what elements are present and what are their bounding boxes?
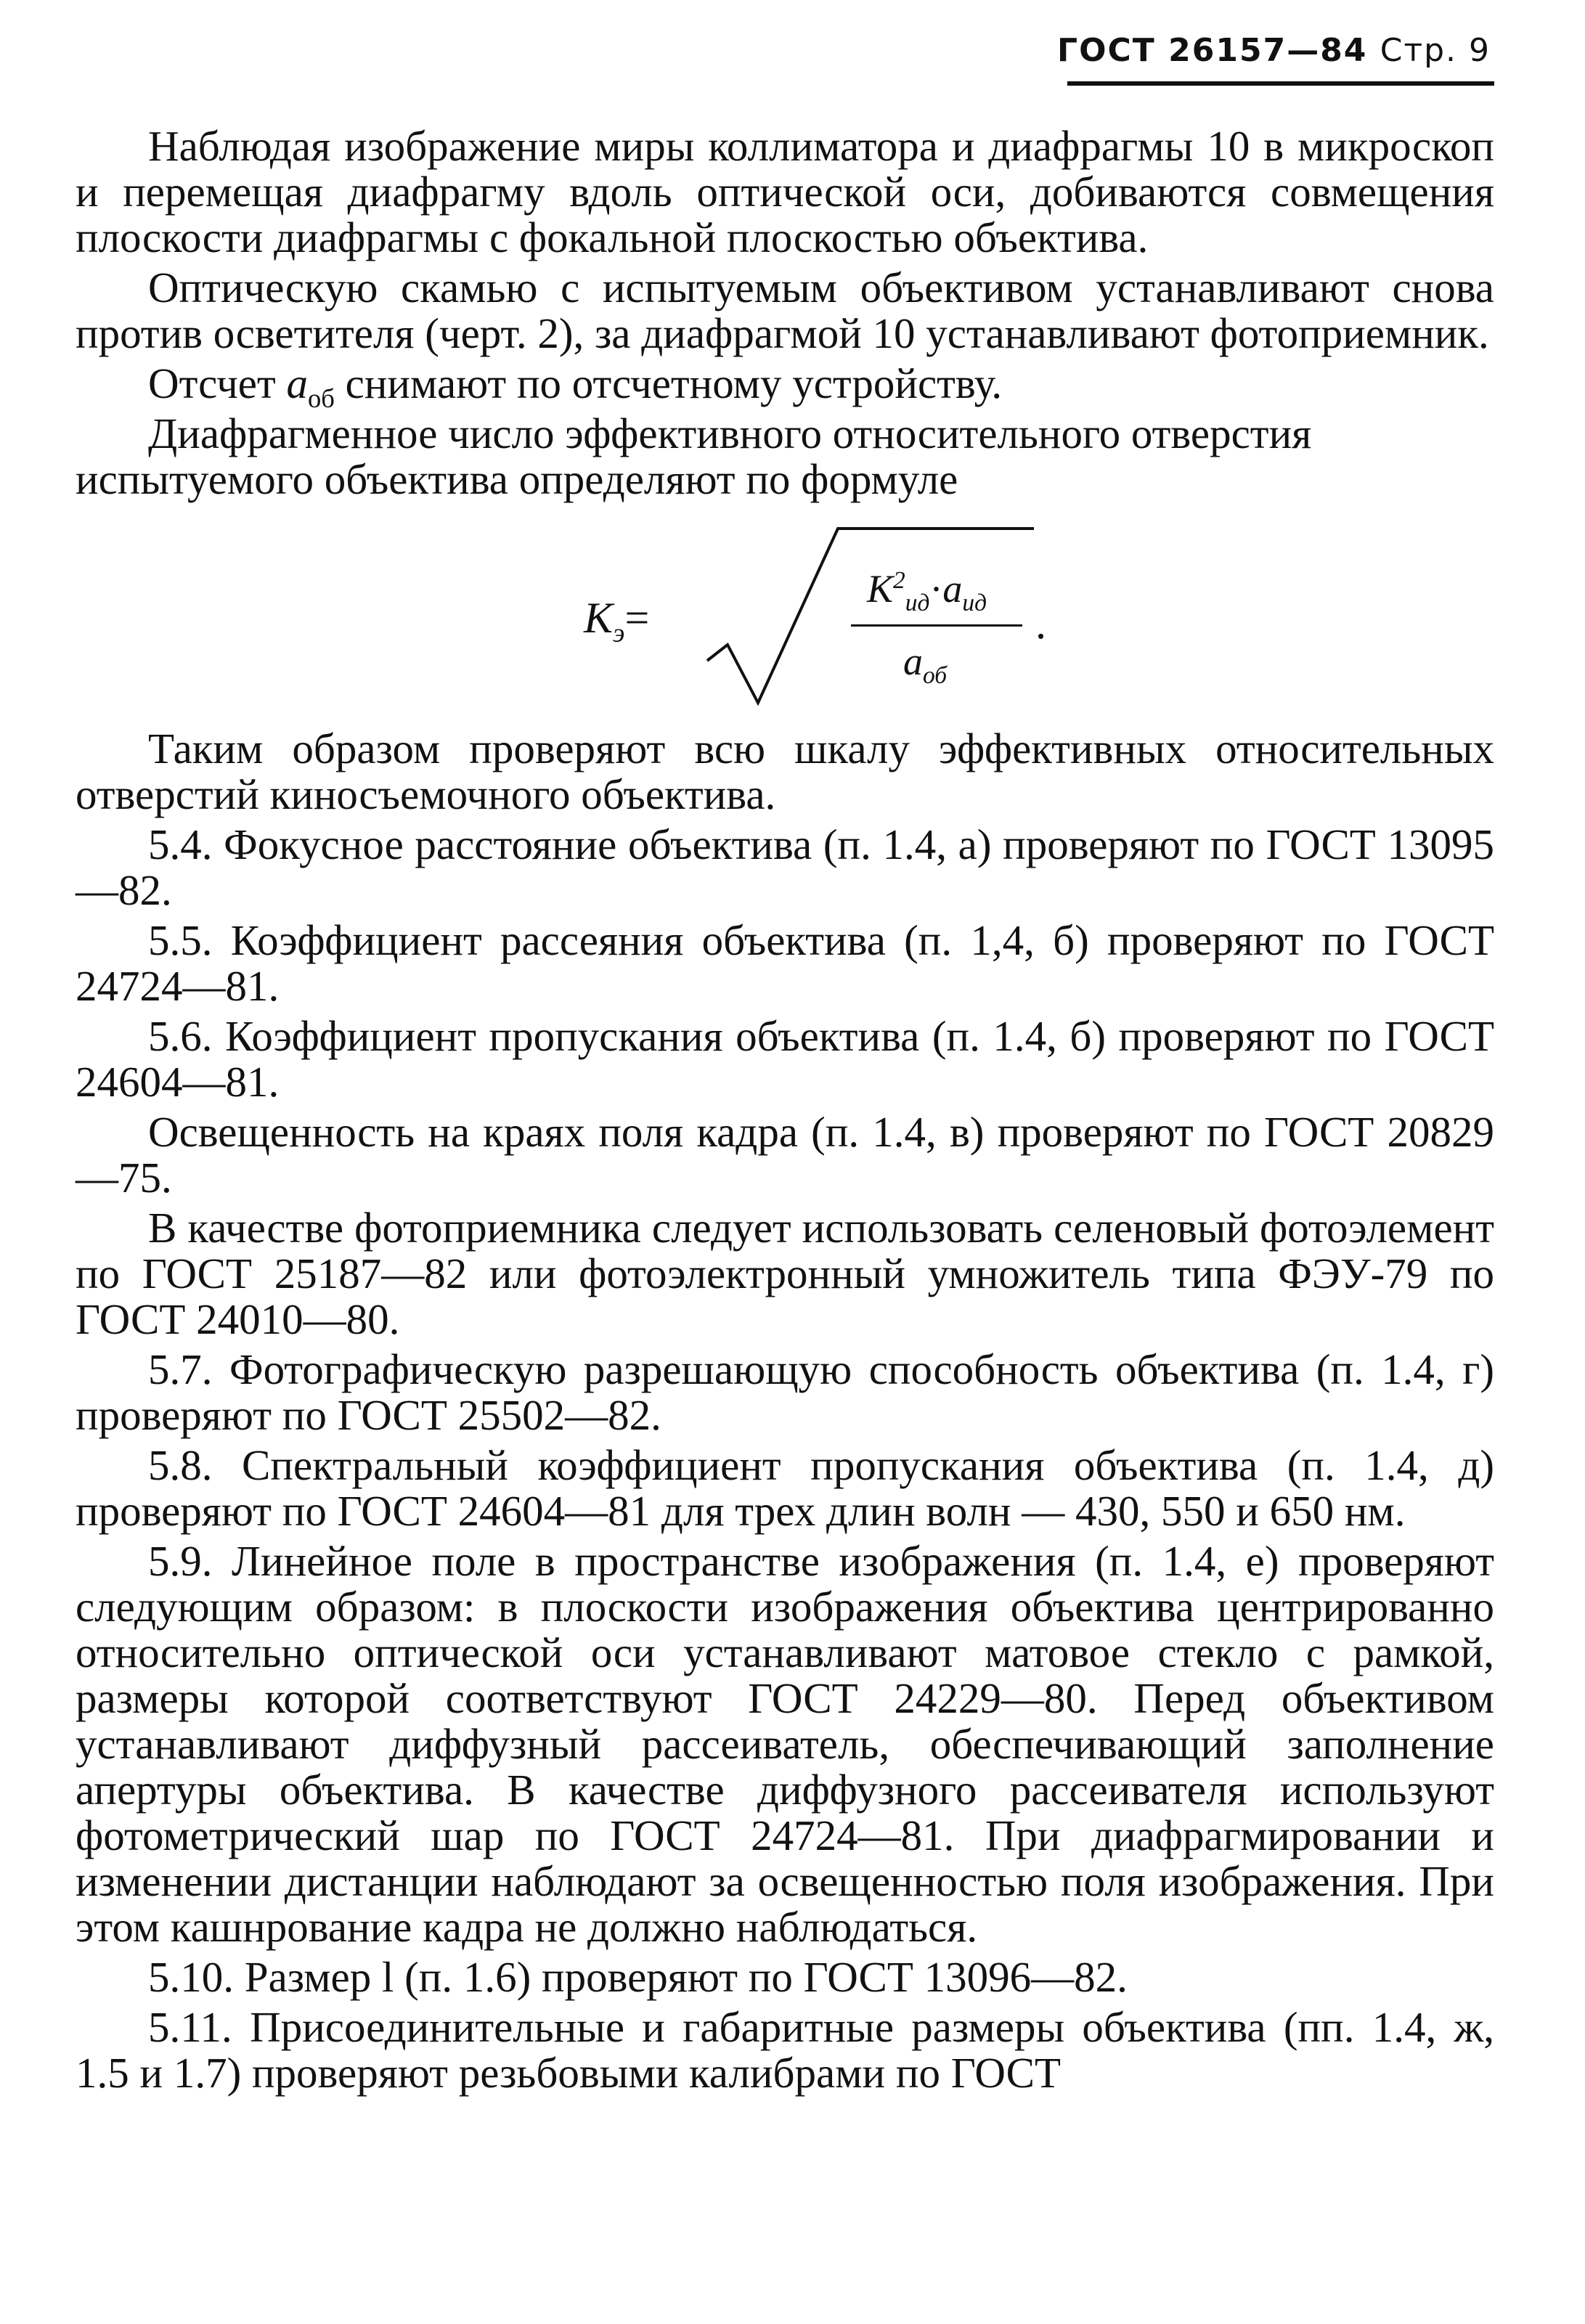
fraction-bar [851,624,1022,627]
formula-denominator: $a_{об}$ [903,640,948,689]
paragraph: Наблюдая изображение миры коллиматора и диафрагмы 10 в микроскоп и перемещая диафрагму вдоль оптической оси, добиваются совмещения плоскости диафрагмы с фокальной плоскостью объектива. [76,122,1494,261]
paragraph: 5.11. Присоединительные и габаритные размеры объектива (пп. 1.4, ж, 1.5 и 1.7) проверяют резьбовыми калибрами по ГОСТ [76,2003,1494,2097]
paragraph: 5.8. Спектральный коэффициент пропускания объектива (п. 1.4, д) проверяют по ГОСТ 24604—81 для трех длин волн — 430, 550 и 650 нм. [76,1441,1494,1535]
page-number: Стр. 9 [1380,32,1491,69]
formula-period: . [1035,600,1046,648]
paragraph-formula-intro: Диафрагменное число эффективного относительного отверстия испытуемого объектива определяют по формуле [76,409,1312,503]
formula [76,508,1494,719]
formula-lhs: $K_э=$ [584,594,650,648]
header-rule [1067,81,1494,86]
body-text [76,123,1494,2096]
paragraph: 5.5. Коэффициент рассеяния объектива (п. 1,4, б) проверяют по ГОСТ 24724—81. [76,916,1494,1010]
paragraph: 5.4. Фокусное расстояние объектива (п. 1.4, а) проверяют по ГОСТ 13095—82. [76,820,1494,914]
paragraph: Таким образом проверяют всю шкалу эффективных относительных отверстий киносъемочного объектива. [76,725,1494,818]
page-header [1057,32,1491,69]
paragraph: В качестве фотоприемника следует использовать селеновый фотоэлемент по ГОСТ 25187—82 или фотоэлектронный умножитель типа ФЭУ-79 по ГОСТ 24010—80. [76,1204,1494,1343]
paragraph: 5.9. Линейное поле в пространстве изображения (п. 1.4, е) проверяют следующим образом: в плоскости изображения объектива центрированно относительно оптической оси устанавливают матовое стекло с рамкой, размеры которой соответствуют ГОСТ 24229—80. Перед объективом устанавливают диффузный рассеиватель, обеспечивающий заполнение апертуры объектива. В качестве диффузного рассеивателя используют фотометрический шар по ГОСТ 24724—81. При диафрагмировании и изменении дистанции наблюдают за освещенностью поля изображения. При этом кашнрование кадра не должно наблюдаться. [76,1537,1494,1951]
paragraph: 5.6. Коэффициент пропускания объектива (п. 1.4, б) проверяют по ГОСТ 24604—81. [76,1012,1494,1106]
formula-numerator: $K^2_{ид}\cdot a_{ид}$ [867,567,987,616]
paragraph: Оптическую скамью с испытуемым объективом устанавливают снова против осветителя (черт. 2), за диафрагмой 10 устанавливают фотоприемник. [76,264,1494,357]
paragraph: 5.10. Размер l (п. 1.6) проверяют по ГОСТ 13096—82. [148,1953,1128,2001]
standard-number: ГОСТ 26157—84 [1057,32,1368,69]
paragraph: 5.7. Фотографическую разрешающую способность объектива (п. 1.4, г) проверяют по ГОСТ 25502—82. [76,1345,1494,1439]
paragraph-reading: Отсчет $a_{об}$ снимают по отсчетному устройству. [148,359,1003,413]
paragraph: Освещенность на краях поля кадра (п. 1.4, в) проверяют по ГОСТ 20829—75. [76,1108,1494,1202]
radical-sign [693,523,1034,712]
